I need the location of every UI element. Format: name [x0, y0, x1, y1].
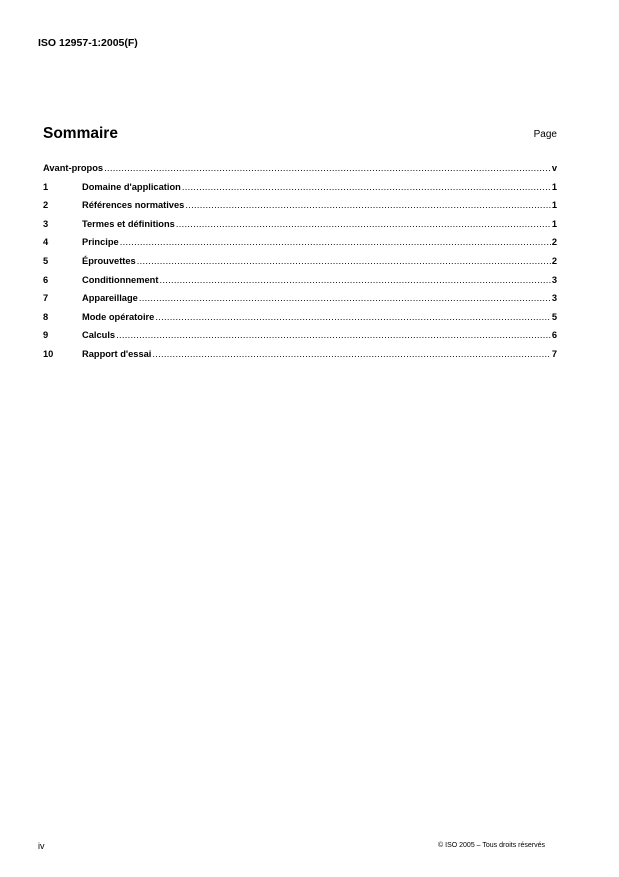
toc-entry-5[interactable] [43, 256, 557, 275]
toc-entry-number: 3 [43, 218, 49, 229]
toc-entry-number: 9 [43, 330, 49, 341]
toc-entry-7[interactable] [43, 293, 557, 312]
toc-entry-avant-propos[interactable] [43, 163, 557, 182]
toc-entry-9[interactable] [43, 330, 557, 349]
toc-entry-page: 1 [551, 218, 557, 229]
toc-entry-label: Termes et définitions [82, 218, 175, 229]
toc-entry-number: 7 [43, 293, 49, 304]
toc-entry-label: Éprouvettes [82, 255, 136, 266]
toc-leader-dots [182, 182, 551, 192]
toc-leader-dots [120, 237, 551, 247]
toc-entry-label: Rapport d'essai [82, 348, 152, 359]
toc-entry-label: Domaine d'application [82, 181, 181, 192]
toc-entry-3[interactable] [43, 219, 557, 238]
toc-entry-10[interactable] [43, 349, 557, 368]
toc-entry-page: 2 [551, 237, 557, 248]
toc-entry-label: Appareillage [82, 293, 138, 304]
toc-entry-page: 5 [551, 311, 557, 322]
toc-leader-dots [176, 219, 551, 229]
toc-entry-1[interactable] [43, 182, 557, 201]
toc-entry-number: 5 [43, 255, 49, 266]
toc-entry-6[interactable] [43, 275, 557, 294]
toc-leader-dots [139, 293, 551, 303]
toc-leader-dots [104, 163, 551, 173]
footer-copyright: © ISO 2005 – Tous droits réservés [438, 842, 545, 849]
toc-leader-dots [116, 330, 551, 340]
toc-entry-4[interactable] [43, 237, 557, 256]
toc-entry-label: Calculs [82, 330, 116, 341]
toc-leader-dots [185, 200, 551, 210]
table-of-contents [43, 163, 557, 368]
toc-entry-page: 3 [551, 274, 557, 285]
toc-entry-page: 6 [551, 330, 557, 341]
toc-entry-number: 2 [43, 200, 49, 211]
toc-entry-label: Principe [82, 237, 119, 248]
toc-entry-number: 1 [43, 181, 49, 192]
toc-entry-label: Avant-propos [43, 163, 104, 173]
toc-leader-dots [137, 256, 551, 266]
toc-entry-number: 6 [43, 274, 49, 285]
toc-entry-page: 3 [551, 293, 557, 304]
toc-entry-page: 1 [551, 200, 557, 211]
toc-title: Sommaire [43, 125, 118, 142]
toc-leader-dots [155, 312, 551, 322]
toc-entry-2[interactable] [43, 200, 557, 219]
toc-leader-dots [152, 349, 550, 359]
document-header: ISO 12957-1:2005(F) [38, 37, 138, 49]
toc-entry-label: Conditionnement [82, 274, 159, 285]
toc-entry-number: 8 [43, 311, 49, 322]
toc-page-column-label: Page [533, 129, 557, 140]
toc-entry-8[interactable] [43, 312, 557, 331]
toc-entry-page: 7 [551, 348, 557, 359]
toc-entry-page: v [551, 163, 557, 173]
toc-entry-label: Références normatives [82, 200, 185, 211]
toc-entry-number: 4 [43, 237, 49, 248]
toc-entry-label: Mode opératoire [82, 311, 155, 322]
toc-leader-dots [159, 275, 550, 285]
toc-entry-page: 2 [551, 255, 557, 266]
footer-page-number: iv [38, 841, 45, 851]
toc-entry-number: 10 [43, 348, 54, 359]
toc-entry-page: 1 [551, 181, 557, 192]
